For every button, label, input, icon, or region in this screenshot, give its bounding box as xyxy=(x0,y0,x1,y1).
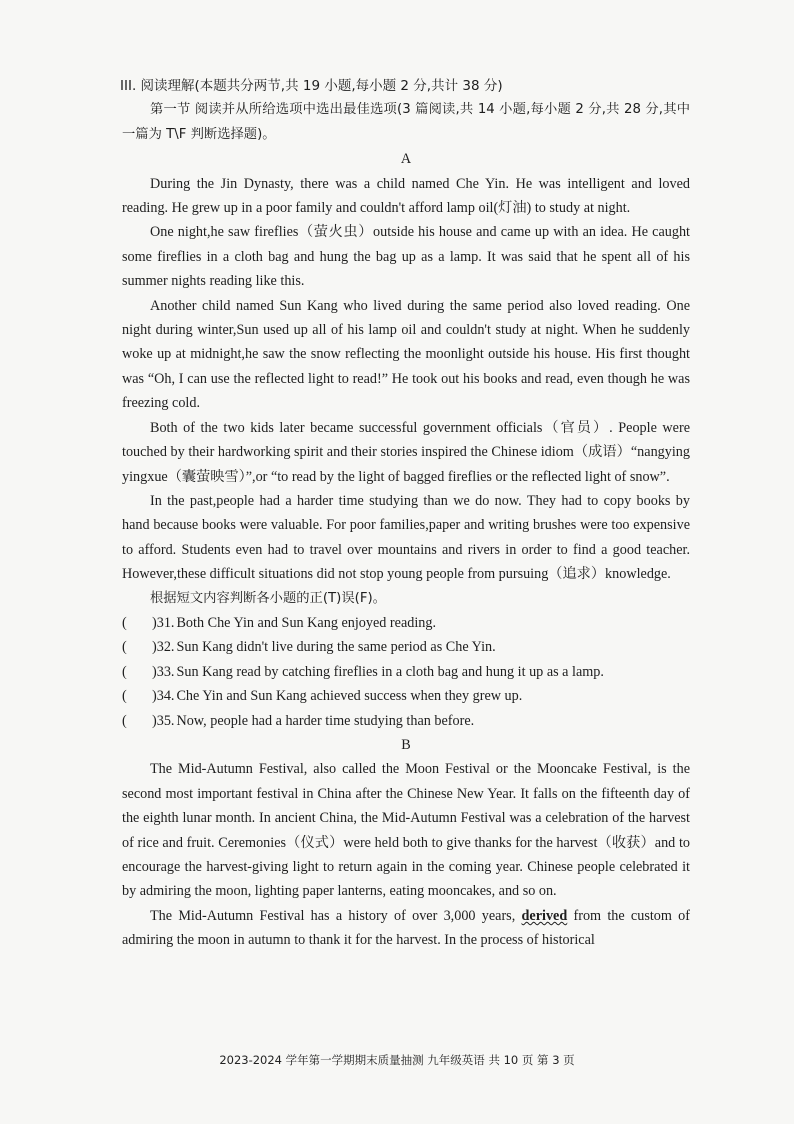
answer-blank-close: ) xyxy=(152,712,157,729)
passage-a-paragraph-3: Another child named Sun Kang who lived during the same period also loved reading. One night during winter,Sun used up all of his lamp oil and couldn't study at night. When he suddenly woke up at midnight,he saw the snow reflecting the moonlight outside his house. His first thought was “Oh, I can use the reflected light to read!” He took out his books and read, even though he was freezing cold. xyxy=(122,297,690,412)
question-number: 31. xyxy=(156,614,175,631)
subsection-heading: 第一节 阅读并从所给选项中选出最佳选项(3 篇阅读,共 14 小题,每小题 2 分,共 28 分,其中一篇为 T\F 判断选择题)。 xyxy=(122,102,690,142)
answer-blank[interactable]: ( xyxy=(122,712,127,729)
question-text: Both Che Yin and Sun Kang enjoyed reading. xyxy=(176,614,437,631)
passage-a-label: A xyxy=(400,151,412,168)
passage-b-paragraph-2 xyxy=(122,904,690,953)
passage-b-label: B xyxy=(401,736,411,753)
passage-a-paragraph-2: One night,he saw fireflies（萤火虫）outside his house and came up with an idea. He caught some fireflies in a cloth bag and hung the bag up as a lamp. It was said that he spent all of his summer nights reading like this. xyxy=(122,224,690,290)
highlighted-word: derived xyxy=(521,907,568,924)
page-content xyxy=(122,74,690,953)
question-33 xyxy=(122,660,690,684)
section-heading: III. 阅读理解(本题共分两节,共 19 小题,每小题 2 分,共计 38 分) xyxy=(120,78,503,94)
passage-a-paragraph-5: In the past,people had a harder time studying than we do now. They had to copy books by hand because books were valuable. For poor families,paper and writing brushes were too expensive to afford. Students even had to travel over mountains and rivers in order to find a good teacher. However,these difficult situations did not stop young people from pursuing（追求）knowledge. xyxy=(122,492,690,583)
answer-blank[interactable]: ( xyxy=(122,688,127,705)
answer-blank[interactable]: ( xyxy=(122,663,127,680)
passage-a-paragraph-4: Both of the two kids later became successful government officials（官员）. People were touched by their hardworking spirit and their stories inspired the Chinese idiom（成语）“nangying yingxue（囊萤映雪）”,or “to read by the light of bagged fireflies or the reflected light of snow”. xyxy=(122,419,690,485)
page-footer: 2023-2024 学年第一学期期末质量抽测 九年级英语 共 10 页 第 3 页 xyxy=(219,1053,575,1067)
answer-blank-close: ) xyxy=(152,688,157,705)
question-34 xyxy=(122,684,690,708)
paragraph-text: The Mid-Autumn Festival has a history of over 3,000 years, xyxy=(150,907,522,924)
question-text: Sun Kang didn't live during the same period as Che Yin. xyxy=(176,639,496,656)
paragraph-text: from the custom of admiring the moon in autumn to thank it for the harvest. In the process of historical xyxy=(122,907,690,949)
question-32 xyxy=(122,635,690,659)
tf-instruction: 根据短文内容判断各小题的正(T)误(F)。 xyxy=(150,590,386,606)
question-number: 33. xyxy=(156,663,175,680)
answer-blank-close: ) xyxy=(152,614,157,631)
question-number: 32. xyxy=(156,639,175,656)
question-text: Now, people had a harder time studying than before. xyxy=(176,712,475,729)
passage-b-paragraph-1: The Mid-Autumn Festival, also called the Moon Festival or the Mooncake Festival, is the second most important festival in China after the Chinese New Year. It falls on the fifteenth day of the eighth lunar month. In ancient China, the Mid-Autumn Festival was a celebration of the harvest of rice and fruit. Ceremonies（仪式）were held both to give thanks for the harvest（收获）and to encourage the harvest-giving light to return again in the coming year. Chinese people celebrated it by admiring the moon, lighting paper lanterns, eating mooncakes, and so on. xyxy=(122,761,690,900)
answer-blank[interactable]: ( xyxy=(122,614,127,631)
question-text: Che Yin and Sun Kang achieved success when they grew up. xyxy=(176,688,523,705)
passage-a-paragraph-1: During the Jin Dynasty, there was a child named Che Yin. He was intelligent and loved reading. He grew up in a poor family and couldn't afford lamp oil(灯油) to study at night. xyxy=(122,175,690,217)
question-number: 34. xyxy=(156,688,175,705)
question-number: 35. xyxy=(156,712,175,729)
answer-blank-close: ) xyxy=(152,663,157,680)
answer-blank[interactable]: ( xyxy=(122,639,127,656)
question-31 xyxy=(122,611,690,635)
question-35 xyxy=(122,709,690,733)
answer-blank-close: ) xyxy=(152,639,157,656)
question-text: Sun Kang read by catching fireflies in a cloth bag and hung it up as a lamp. xyxy=(176,663,604,680)
